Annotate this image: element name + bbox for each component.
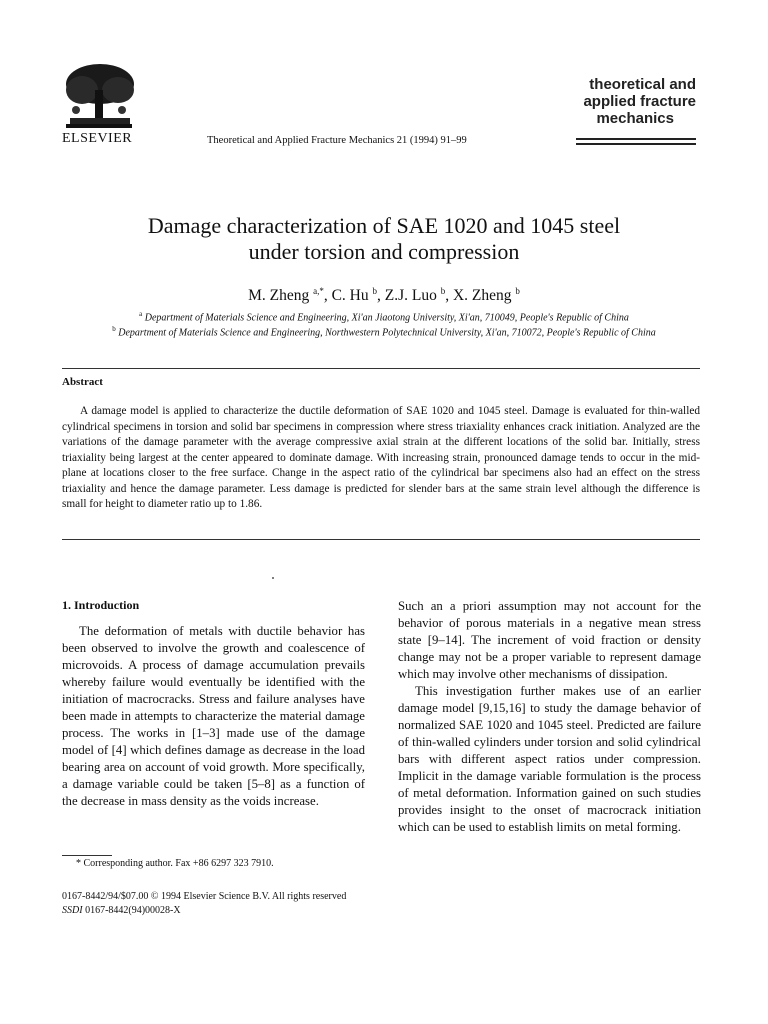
- author-list: M. Zheng $^{a,*}$, C. Hu $^b$, Z.J. Luo $^b$, X. Zheng $^b$: [248, 286, 520, 305]
- column-left: [62, 623, 365, 810]
- brand-line-1: theoretical and: [589, 76, 696, 93]
- author-name: C. Hu: [331, 287, 369, 305]
- author-affil-mark: b: [372, 286, 378, 296]
- affiliation-text: Department of Materials Science and Engineering, Northwestern Polytechnical University, Xi'an, 710072, People's Republic of China: [118, 327, 656, 339]
- paragraph: This investigation further makes use of an earlier damage model [9,15,16] to study the damage behavior of normalized SAE 1020 and 1045 steel. Predicted are failure of thin-walled cylinders under torsion and solid cylindrical bars with different aspect ratios under compression. Implicit in the damage variable formulation is the process of metal deformation. Information gained on such studies provides insight to the onset of macrocrack initiation which can be used to establish limits on metal forming.: [398, 684, 701, 834]
- copyright-block: [62, 890, 346, 918]
- ssdi-label: SSDI: [62, 905, 83, 916]
- stray-dot: [272, 577, 274, 579]
- affiliation-mark: b: [112, 325, 116, 333]
- journal-citation: Theoretical and Applied Fracture Mechanics 21 (1994) 91–99: [207, 135, 467, 146]
- brand-rule-top: [576, 138, 696, 140]
- section-heading-introduction: 1. Introduction: [62, 598, 140, 612]
- paragraph: The deformation of metals with ductile behavior has been observed to involve the growth and coalescence of microvoids. A process of damage accumulation prevails whereby failure would eventually be identified with the initiation of macrocracks. Stress and failure analyses have been made in attempts to characterize the material damage process. The works in [1–3] made use of the damage model of [4] which defines damage as decrease in the load bearing area on account of void growth. More specifically, a damage variable could be taken [5–8] as a function of the decrease in mass density as the voids increase.: [62, 624, 365, 808]
- footnote-mark: *: [76, 858, 81, 869]
- title-line-2: under torsion and compression: [248, 239, 520, 264]
- author-name: Z.J. Luo: [384, 287, 437, 305]
- ssdi-value: 0167-8442(94)00028-X: [85, 905, 181, 916]
- brand-line-2: applied fracture: [583, 93, 696, 110]
- footnote-rule: [62, 855, 112, 856]
- brand-line-3: mechanics: [596, 110, 674, 127]
- affiliation-a: [0, 310, 768, 323]
- footnote: [62, 858, 274, 869]
- abstract-heading: Abstract: [62, 376, 103, 388]
- elsevier-tree-logo-icon: [62, 60, 136, 130]
- footnote-text: Corresponding author. Fax +86 6297 323 7910.: [83, 858, 274, 869]
- author-affil-mark: b: [515, 286, 520, 296]
- column-right: [398, 598, 701, 836]
- copyright-line: 0167-8442/94/$07.00 © 1994 Elsevier Science B.V. All rights reserved: [62, 891, 347, 902]
- article-title: [0, 213, 768, 265]
- author-affil-mark: b: [440, 286, 446, 296]
- author-affil-mark: a,*: [313, 286, 324, 296]
- publisher-name: ELSEVIER: [62, 131, 133, 146]
- author-name: X. Zheng: [452, 287, 512, 305]
- abstract-top-rule: [62, 368, 700, 369]
- title-line-1: Damage characterization of SAE 1020 and 1045 steel: [147, 213, 621, 238]
- affiliation-b: [0, 325, 768, 338]
- brand-rule-bottom: [576, 143, 696, 145]
- journal-brand: [516, 76, 696, 127]
- author-name: M. Zheng: [248, 287, 310, 305]
- affiliation-text: Department of Materials Science and Engineering, Xi'an Jiaotong University, Xi'an, 710049, People's Republic of China: [144, 312, 629, 324]
- abstract-text: A damage model is applied to characterize the ductile deformation of SAE 1020 and 1045 steel. Damage is evaluated for thin-walled cylindrical specimens in torsion and solid bar specimens in compression where stress triaxiality enhances crack initiation. Analyzed are the variations of the damage parameter with the average compressive axial strain at the different locations of the solid bar. Initially, stress triaxiality being largest at the center appeared to dominate damage. With increasing strain, pronounced damage tends to occur in the mid-plane at locations closer to the free surface. Change in the aspect ratio of the cylindrical bar specimens also had an effect on the stress triaxiality and hence the damage parameter. Less damage is predicted for slender bars at the same strain level although the difference is small for height to diameter ratio up to 1.86.: [62, 405, 700, 510]
- paragraph: Such an a priori assumption may not account for the behavior of porous materials in a negative mean stress state [9–14]. The increment of void fraction or density change may not be a proper variable to represent damage which may involve other mechanisms of dissipation.: [398, 599, 701, 681]
- abstract-bottom-rule: [62, 539, 700, 540]
- affiliation-mark: a: [139, 310, 143, 318]
